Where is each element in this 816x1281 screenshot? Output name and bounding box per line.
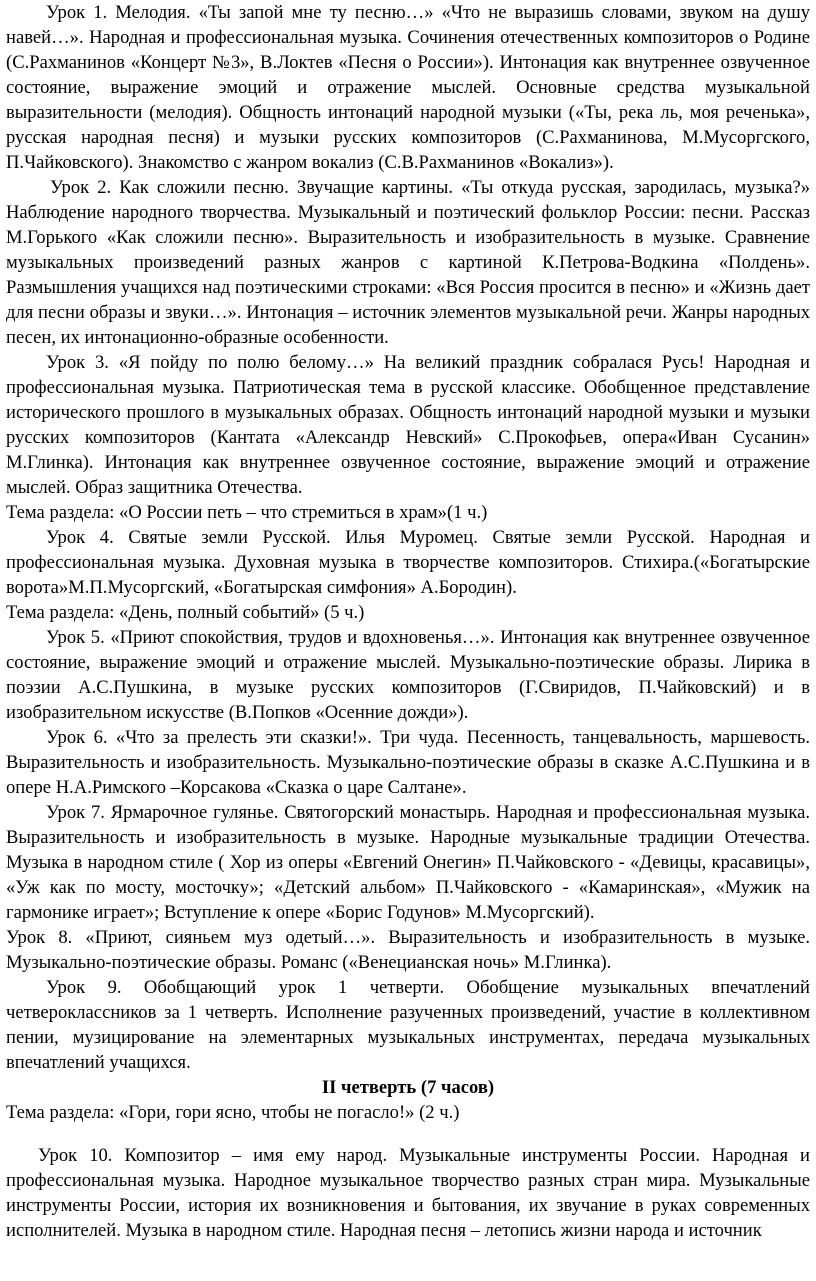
section-theme-1: Тема раздела: «О России петь – что стремиться в храм»(1 ч.) [6, 502, 488, 523]
spacer [6, 1125, 810, 1143]
lesson-3-paragraph: Урок 3. «Я пойду по полю белому…» На великий праздник собралася Русь! Народная и профессиональная музыка. Патриотическая тема в русской классике. Обобщенное представление исторического прошлого в музыкальных образах. Общность интонаций народной музыки и музыки русских композиторов (Кантата «Александр Невский» С.Прокофьев, опера«Иван Сусанин» М.Глинка). Интонация как внутреннее озвученное состояние, выражение эмоций и отражение мыслей. Образ защитника Отечества. [6, 352, 810, 498]
lesson-6-paragraph: Урок 6. «Что за прелесть эти сказки!». Три чуда. Песенность, танцевальность, маршевость. Выразительность и изобразительность. Музыкально-поэтические образы в сказке А.С.Пушкина и в опере Н.А.Римского –Корсакова «Сказка о царе Салтане». [6, 727, 810, 798]
lesson-9-paragraph: Урок 9. Обобщающий урок 1 четверти. Обобщение музыкальных впечатлений четвероклассников за 1 четверть. Исполнение разученных произведений, участие в коллективном пении, музицирование на элементарных музыкальных инструментах, передача музыкальных впечатлений учащихся. [6, 977, 810, 1073]
lesson-2-paragraph: Урок 2. Как сложили песню. Звучащие картины. «Ты откуда русская, зародилась, музыка?» Наблюдение народного творчества. Музыкальный и поэтический фольклор России: песни. Рассказ М.Горького «Как сложили песню». Выразительность и изобразительность в музыке. Сравнение музыкальных произведений разных жанров с картиной К.Петрова-Водкина «Полдень». Размышления учащихся над поэтическими строками: «Вся Россия просится в песню» и «Жизнь дает для песни образы и звуки…». Интонация – источник элементов музыкальной речи. Жанры народных песен, их интонационно-образные особенности. [6, 177, 810, 348]
lesson-7-paragraph: Урок 7. Ярмарочное гулянье. Святогорский монастырь. Народная и профессиональная музыка. Выразительность и изобразительность в музыке. Народные музыкальные традиции Отечества. Музыка в народном стиле ( Хор из оперы «Евгений Онегин» П.Чайковского - «Девицы, красавицы», «Уж как по мосту, мосточку»; «Детский альбом» П.Чайковского - «Камаринская», «Мужик на гармонике играет»; Вступление к опере «Борис Годунов» М.Мусоргский). [6, 802, 810, 923]
lesson-8-paragraph: Урок 8. «Приют, сияньем муз одетый…». Выразительность и изобразительность в музыке. Музыкально-поэтические образы. Романс («Венецианская ночь» М.Глинка). [6, 927, 810, 973]
lesson-4-paragraph: Урок 4. Святые земли Русской. Илья Муромец. Святые земли Русской. Народная и профессиональная музыка. Духовная музыка в творчестве композиторов. Стихира.(«Богатырские ворота»М.П.Мусоргский, «Богатырская симфония» А.Бородин). [6, 527, 810, 598]
section-theme-3: Тема раздела: «Гори, гори ясно, чтобы не погасло!» (2 ч.) [6, 1102, 460, 1123]
quarter-heading: II четверть (7 часов) [321, 1077, 495, 1098]
lesson-10-paragraph: Урок 10. Композитор – имя ему народ. Музыкальные инструменты России. Народная и профессиональная музыка. Народное музыкальное творчество разных стран мира. Музыкальные инструменты России, история их возникновения и бытования, их звучание в руках современных исполнителей. Музыка в народном стиле. Народная песня – летопись жизни народа и источник [6, 1145, 810, 1241]
lesson-1-paragraph: Урок 1. Мелодия. «Ты запой мне ту песню…» «Что не выразишь словами, звуком на душу навей…». Народная и профессиональная музыка. Сочинения отечественных композиторов о Родине (С.Рахманинов «Концерт №3», В.Локтев «Песня о России»). Интонация как внутреннее озвученное состояние, выражение эмоций и отражение мыслей. Основные средства музыкальной выразительности (мелодия). Общность интонаций народной музыки («Ты, река ль, моя реченька», русская народная песня) и музыки русских композиторов (С.Рахманинова, М.Мусоргского, П.Чайковского). Знакомство с жанром вокализ (С.В.Рахманинов «Вокализ»). [6, 2, 810, 173]
lesson-5-paragraph: Урок 5. «Приют спокойствия, трудов и вдохновенья…». Интонация как внутреннее озвученное состояние, выражение эмоций и отражение мыслей. Музыкально-поэтические образы. Лирика в поэзии А.С.Пушкина, в музыке русских композиторов (Г.Свиридов, П.Чайковский) и в изобразительном искусстве (В.Попков «Осенние дожди»). [6, 627, 810, 723]
section-theme-2: Тема раздела: «День, полный событий» (5 ч.) [6, 602, 365, 623]
